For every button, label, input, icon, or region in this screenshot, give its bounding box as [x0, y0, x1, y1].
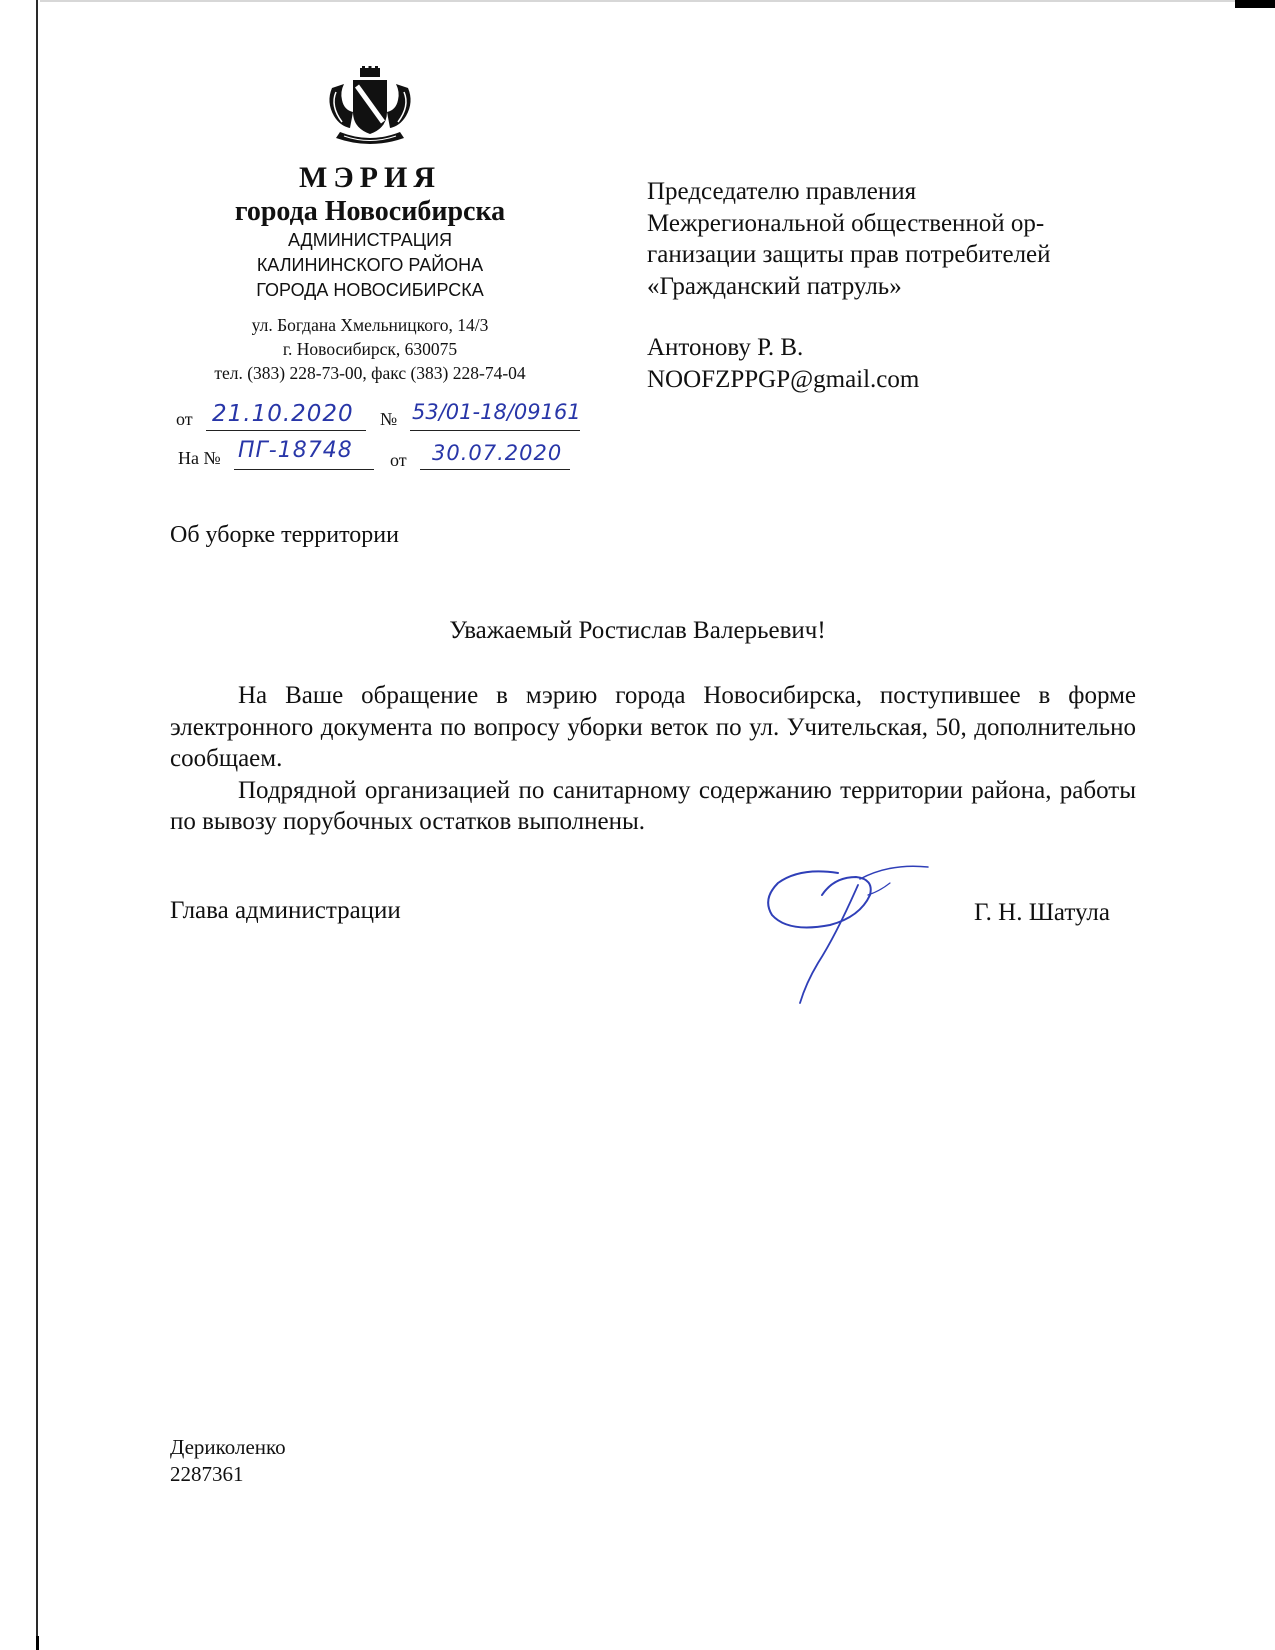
- letter-salutation: Уважаемый Ростислав Валерьевич!: [449, 617, 826, 644]
- letterhead-admin-line: ГОРОДА НОВОСИБИРСКА: [256, 280, 484, 300]
- recipient-line: «Гражданский патруль»: [647, 272, 902, 300]
- scan-corner-mark: [1235, 0, 1275, 8]
- address-line: г. Новосибирск, 630075: [282, 339, 458, 359]
- letter-body: [170, 680, 1136, 838]
- reg-number-underline: [410, 430, 580, 431]
- recipient-gap: [647, 302, 1051, 332]
- coat-of-arms-icon: [322, 66, 418, 146]
- reply-number: ПГ-18748: [238, 438, 353, 463]
- executor-block: [170, 1434, 286, 1488]
- reg-date: 21.10.2020: [212, 401, 354, 427]
- scan-bottom-mark: [36, 1636, 39, 1650]
- letterhead: [150, 160, 590, 385]
- letterhead-admin-line: АДМИНИСТРАЦИЯ: [287, 230, 453, 250]
- recipient-line: Межрегиональной общественной ор-: [647, 209, 1045, 237]
- body-paragraph: Подрядной организацией по санитарному содержанию территории района, работы по вывозу порубочных остатков выполнены.: [170, 776, 1136, 835]
- scan-top-edge: [40, 0, 1235, 2]
- scan-left-edge: [36, 0, 38, 1650]
- executor-phone: 2287361: [170, 1462, 244, 1486]
- reg-date-underline: [206, 430, 366, 431]
- reg-number-label: №: [380, 409, 398, 429]
- reply-date: 30.07.2020: [432, 441, 563, 465]
- letterhead-title: МЭРИЯ: [299, 161, 441, 194]
- address-line: тел. (383) 228-73-00, факс (383) 228-74-04: [214, 363, 526, 383]
- letterhead-address: [150, 313, 590, 385]
- reply-date-label: от: [390, 450, 407, 470]
- executor-name: Дериколенко: [170, 1435, 286, 1459]
- handwritten-signature: [760, 855, 940, 1010]
- signatory-name: Г. Н. Шатула: [974, 899, 1110, 926]
- letterhead-admin-line: КАЛИНИНСКОГО РАЙОНА: [256, 255, 484, 275]
- recipient-line: Председателю правления: [647, 178, 917, 205]
- recipient-block: [647, 176, 1051, 395]
- recipient-email: NOOFZPPGP@gmail.com: [647, 365, 920, 393]
- reg-number: 53/01-18/09161: [412, 400, 581, 424]
- reg-from-label: от: [176, 409, 193, 429]
- reply-date-underline: [420, 469, 570, 470]
- reply-number-underline: [234, 469, 374, 470]
- reply-number-label: На №: [178, 448, 221, 468]
- recipient-name: Антонову Р. В.: [647, 334, 804, 361]
- letterhead-city: города Новосибирска: [234, 196, 506, 227]
- address-line: ул. Богдана Хмельницкого, 14/3: [251, 315, 489, 335]
- signatory-position: Глава администрации: [170, 897, 401, 924]
- body-paragraph: На Ваше обращение в мэрию города Новосибирска, поступившее в форме электронного документа по вопросу уборки веток по ул. Учительская, 50, дополнительно сообщаем.: [170, 682, 1136, 772]
- recipient-line: ганизации защиты прав потребителей: [647, 241, 1051, 268]
- letter-subject: Об уборке территории: [170, 522, 399, 548]
